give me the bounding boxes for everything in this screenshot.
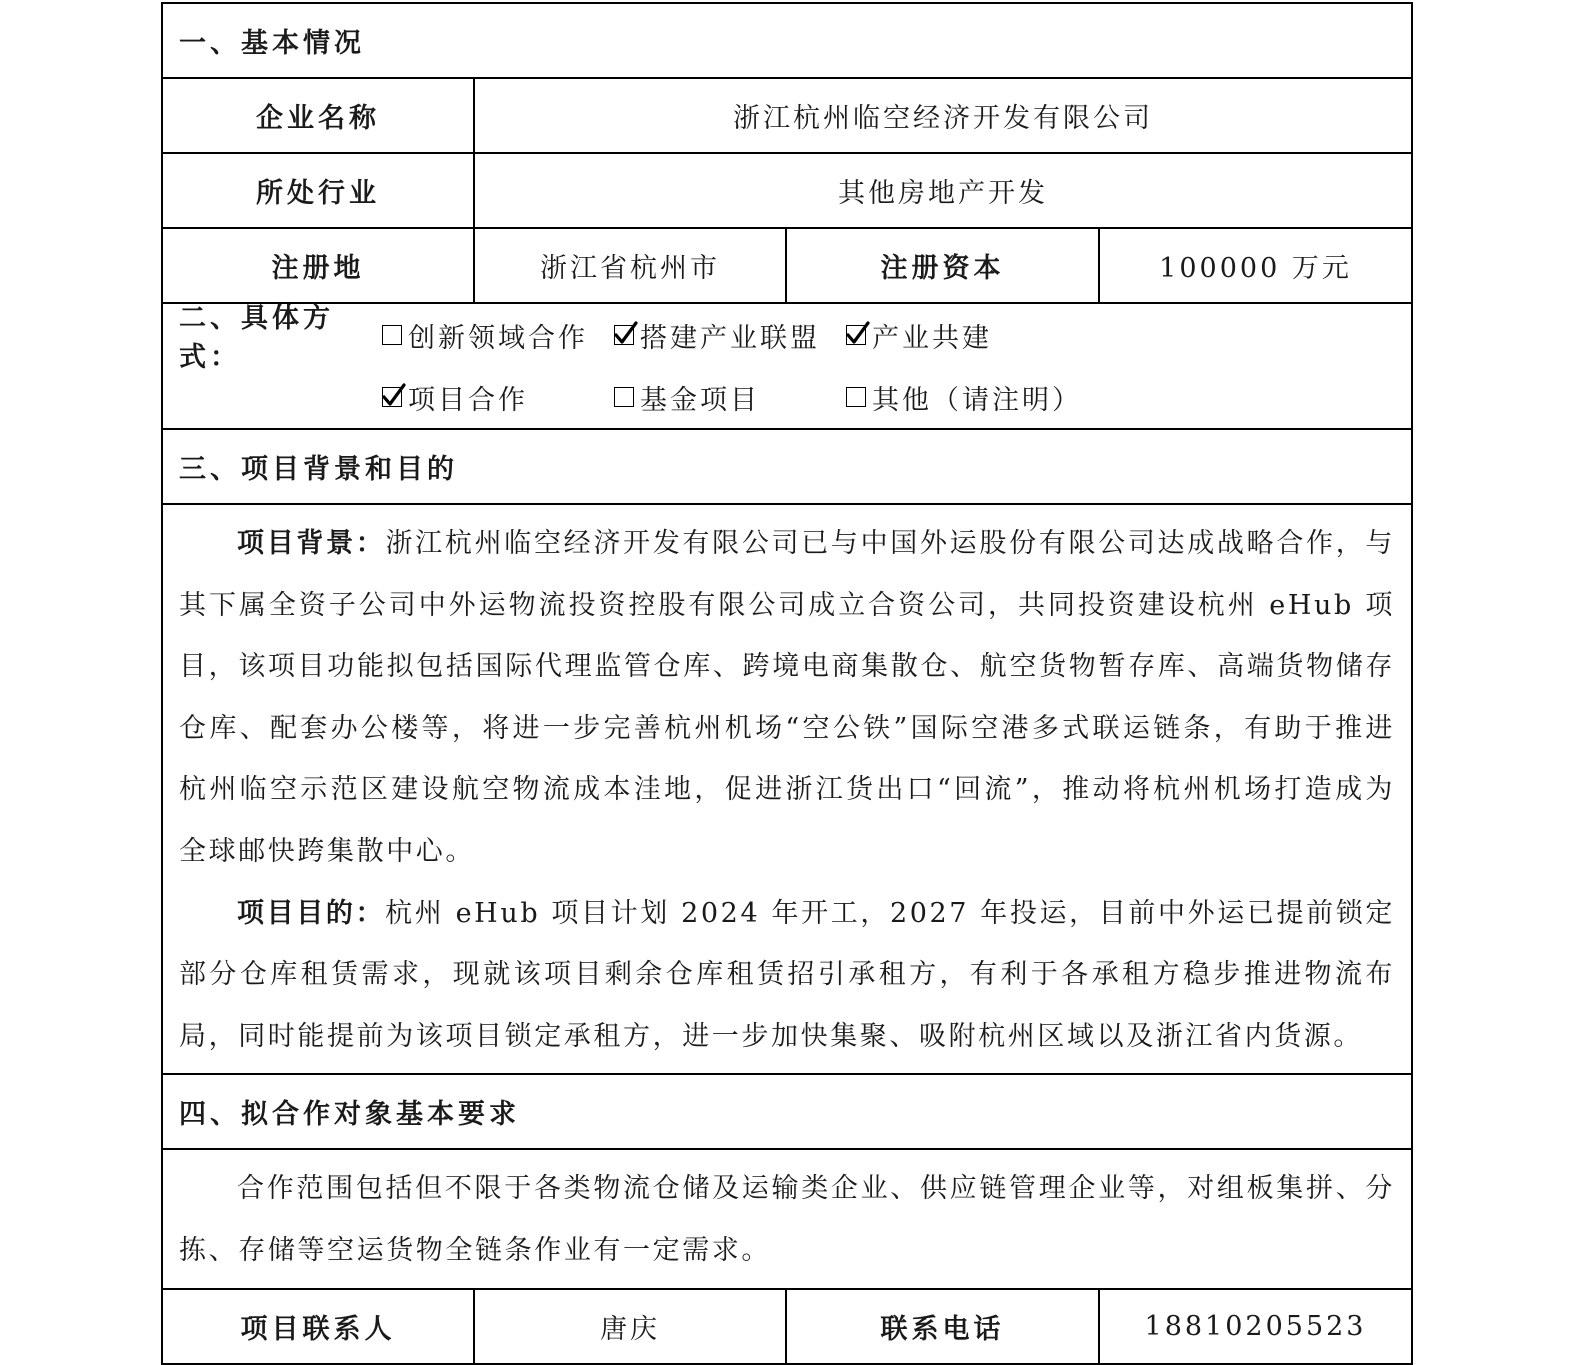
option-innovation-label: 创新领域合作 [408,322,588,354]
purpose-paragraph [179,883,1395,1068]
purpose-label: 项目目的： [237,897,386,929]
industry-label: 所处行业 [162,153,474,228]
section4-body [162,1149,1412,1288]
contact-phone-value: 18810205523 [1099,1289,1412,1364]
background-label: 项目背景： [237,528,386,559]
option-alliance-label: 搭建产业联盟 [640,322,820,354]
checkbox-project[interactable] [382,387,402,407]
checkmark-icon [382,382,406,408]
contact-phone-label: 联系电话 [786,1289,1099,1364]
section4-title: 四、拟合作对象基本要求 [162,1074,1412,1149]
project-info-form [161,2,1413,1365]
option-innovation[interactable] [382,316,614,355]
option-alliance[interactable] [614,316,846,355]
methods-row-1 [179,303,1395,373]
reg-place-value: 浙江省杭州市 [474,228,786,303]
option-co-construction-label: 产业共建 [872,322,992,354]
option-other[interactable] [846,378,1082,417]
company-name-label: 企业名称 [162,78,474,153]
checkbox-fund[interactable] [614,387,634,407]
option-fund-label: 基金项目 [640,384,760,416]
checkbox-alliance[interactable] [614,325,634,345]
section1-title: 一、基本情况 [162,3,1412,78]
methods-row-2 [179,366,1395,428]
purpose-text: 杭州 eHub 项目计划 2024 年开工，2027 年投运，目前中外运已提前锁定部分仓库租赁需求，现就该项目剩余仓库租赁招引承租方，有利于各承租方稳步推进物流布局，同时能提前为该项目锁定承租方，进一步加快集聚、吸附杭州区域以及浙江省内货源。 [179,897,1396,1052]
option-fund[interactable] [614,378,846,417]
section3-title: 三、项目背景和目的 [162,429,1412,504]
cooperation-methods [162,303,1412,429]
section3-body [162,504,1412,1074]
reg-capital-label: 注册资本 [786,228,1099,303]
checkbox-innovation[interactable] [382,325,402,345]
contact-person-label: 项目联系人 [162,1289,474,1364]
section2-title: 二、具体方式： [179,303,334,373]
checkmark-icon [846,320,870,346]
option-project-label: 项目合作 [408,384,528,416]
requirements-text: 合作范围包括但不限于各类物流仓储及运输类企业、供应链管理企业等，对组板集拼、分拣、存储等空运货物全链条作业有一定需求。 [179,1173,1395,1266]
contact-person-value: 唐庆 [474,1289,786,1364]
background-paragraph [179,513,1395,883]
option-co-construction[interactable] [846,316,1078,355]
checkbox-co-construction[interactable] [846,325,866,345]
option-project[interactable] [382,378,614,417]
industry-value: 其他房地产开发 [474,153,1412,228]
checkbox-other[interactable] [846,387,866,407]
company-name-value: 浙江杭州临空经济开发有限公司 [474,78,1412,153]
option-other-label: 其他（请注明） [872,384,1082,416]
reg-capital-value: 100000 万元 [1099,228,1412,303]
reg-place-label: 注册地 [162,228,474,303]
background-text: 浙江杭州临空经济开发有限公司已与中国外运股份有限公司达成战略合作，与其下属全资子公司中外运物流投资控股有限公司成立合资公司，共同投资建设杭州 eHub 项目，该项目功能拟包括国际代理监管仓库、跨境电商集散仓、航空货物暂存库、高端货物储存仓库、配套办公楼等，将进一步完善杭州机场“空公铁”国际空港多式联运链条，有助于推进杭州临空示范区建设航空物流成本洼地，促进浙江货出口“回流”，推动将杭州机场打造成为全球邮快跨集散中心。 [179,528,1396,867]
checkmark-icon [614,320,638,346]
